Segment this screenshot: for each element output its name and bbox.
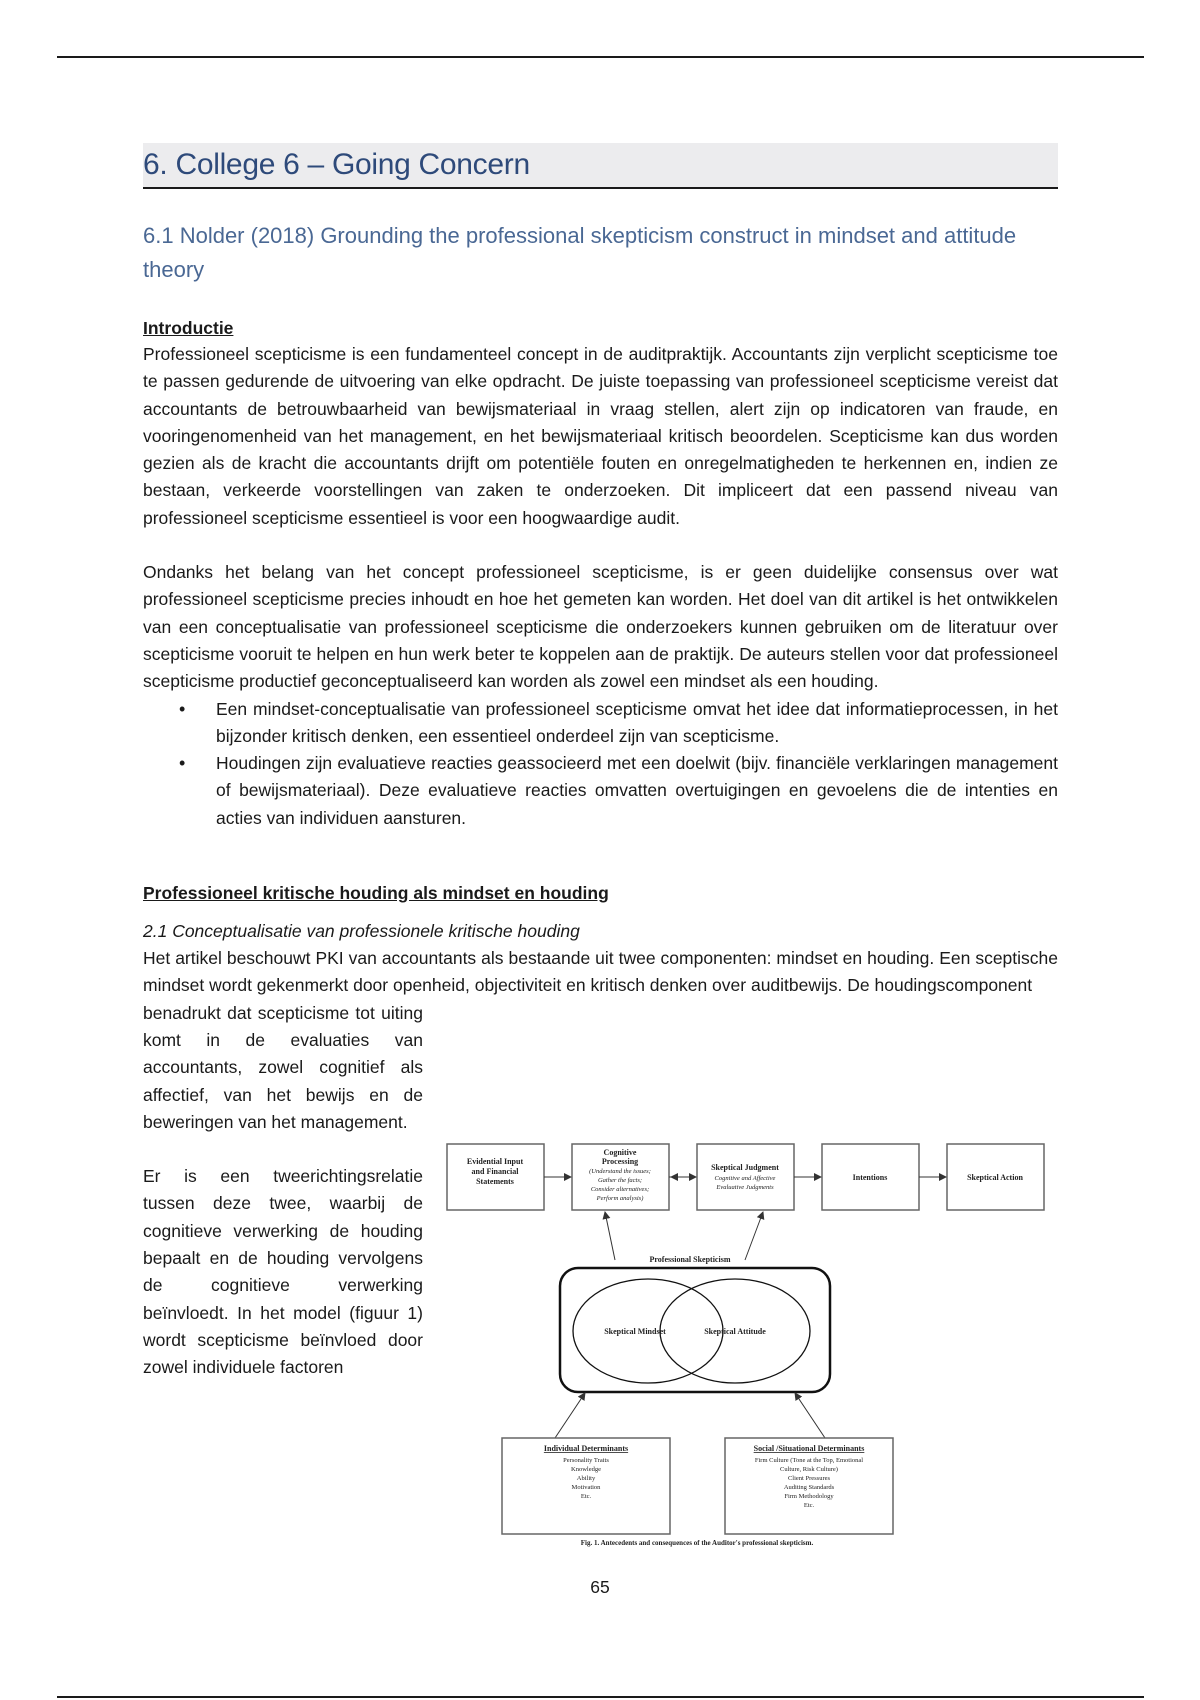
box2-line4: Gather the facts; — [597, 1177, 643, 1184]
left-text-column — [143, 1000, 423, 1382]
box1-line2: and Financial — [471, 1167, 519, 1176]
social-item: Firm Culture (Tone at the Top, Emotional — [754, 1457, 864, 1464]
box3-line3: Evaluative Judgments — [716, 1184, 774, 1191]
individual-item: Personality Traits — [563, 1457, 609, 1464]
section2-paragraph-1 — [143, 945, 1058, 1000]
section2-title: Professioneel kritische houding als mindset en houding — [143, 883, 609, 904]
social-item: Firm Methodology — [784, 1493, 834, 1500]
social-item: Etc. — [803, 1502, 815, 1509]
intro-paragraph-1: Professioneel scepticisme is een fundamenteel concept in de auditpraktijk. Accountants zijn verplicht scepticisme toe te passen gedurende de uitvoering van elke opdracht. De juiste toepassing van professioneel scepticisme vereist dat accountants de betrouwbaarheid van bewijsmateriaal in vraag stellen, alert zijn op indicatoren van fraude, en vooringenomenheid van het management, en het bewijsmateriaal kritisch beoordelen. Scepticisme kan dus worden gezien als de kracht die accountants drijft om potentiële fouten en onregelmatigheden te herkennen en, indien ze bestaan, verkeerde voorstellingen van zaken te onderzoeken. Dit impliceert dat een passend niveau van professioneel scepticisme essentieel is voor een hoogwaardige audit. — [143, 344, 1058, 528]
box2-line3: (Understand the issues; — [589, 1168, 651, 1175]
arrow-center-cognitive — [605, 1212, 615, 1260]
box3-line1: Skeptical Judgment — [711, 1163, 779, 1172]
box2-line1: Cognitive — [603, 1148, 637, 1157]
mindset-label: Skeptical Mindset — [604, 1327, 666, 1336]
box1-line3: Statements — [476, 1177, 514, 1186]
individual-item: Knowledge — [571, 1466, 601, 1473]
figure-1 — [445, 1140, 1060, 1550]
social-item: Client Pressures — [787, 1475, 831, 1482]
intro-bullet-list — [143, 696, 1058, 832]
individual-item: Motivation — [571, 1484, 601, 1491]
box2-line2: Processing — [601, 1157, 639, 1166]
section-heading: 6.1 Nolder (2018) Grounding the professional skepticism construct in mindset and attitude theory — [143, 223, 1017, 282]
section2-paragraph-3: Er is een tweerichtingsrelatie tussen deze twee, waarbij de cognitieve verwerking de houding bepaalt en de houding vervolgens de cognitieve verwerking beïnvloedt. In het model (figuur 1) wordt scepticisme beïnvloed door zowel individuele factoren — [143, 1166, 423, 1378]
center-label: Professional Skepticism — [649, 1255, 731, 1264]
chapter-heading: 6. College 6 – Going Concern — [143, 148, 530, 181]
individual-item: Etc. — [580, 1493, 592, 1500]
social-item: Culture, Risk Culture) — [780, 1466, 838, 1473]
individual-item: Ability — [576, 1475, 596, 1482]
list-item: • Houdingen zijn evaluatieve reacties geassocieerd met een doelwit (bijv. financiële verklaringen management of bewijsmateriaal). Deze evaluatieve reacties omvatten overtuigingen en gevoelens die de intenties en acties van individuen aansturen. — [216, 750, 1058, 832]
section2-paragraph-2: benadrukt dat scepticisme tot uiting komt in de evaluaties van accountants, zowel cognitief als affectief, van het bewijs en de beweringen van het management. — [143, 1002, 423, 1132]
page-number: 65 — [590, 1577, 610, 1597]
figure-caption: Fig. 1. Antecedents and consequences of the Auditor's professional skepticism. — [580, 1539, 814, 1547]
attitude-label: Skeptical Attitude — [704, 1327, 766, 1336]
arrow-social-center — [795, 1393, 825, 1438]
section2-subtitle: 2.1 Conceptualisatie van professionele kritische houding — [143, 921, 580, 942]
header-rule — [57, 56, 1144, 58]
footer-rule — [57, 1696, 1144, 1698]
individual-title: Individual Determinants — [543, 1444, 629, 1453]
social-title: Social /Situational Determinants — [753, 1444, 865, 1453]
box1-line1: Evidential Input — [466, 1157, 524, 1166]
heading1-box — [143, 143, 1058, 189]
box2-line5: Consider alternatives; — [590, 1186, 650, 1193]
box2-line6: Perform analysis) — [596, 1195, 644, 1202]
social-item: Auditing Standards — [783, 1484, 835, 1491]
arrow-individual-center — [555, 1393, 585, 1438]
box4-label: Intentions — [852, 1173, 888, 1182]
box5-label: Skeptical Action — [967, 1173, 1023, 1182]
figure-diagram — [445, 1140, 1060, 1550]
box3-line2: Cognitive and Affective — [714, 1175, 776, 1182]
section2-p1-text: Het artikel beschouwt PKI van accountants als bestaande uit twee componenten: mindset en houding. Een sceptische mindset wordt gekenmerkt door openheid, objectiviteit en kritisch denken over auditbewijs. De houdingscomponent — [143, 948, 1058, 996]
arrow-center-judgment — [745, 1212, 763, 1260]
intro-paragraph-2: Ondanks het belang van het concept professioneel scepticisme, is er geen duidelijke consensus over wat professioneel scepticisme precies inhoudt en hoe het gemeten kan worden. Het doel van dit artikel is het ontwikkelen van een conceptualisatie van professioneel scepticisme die onderzoekers kunnen gebruiken om de literatuur over scepticisme vooruit te helpen en hun werk beter te koppelen aan de praktijk. De auteurs stellen voor dat professioneel scepticisme productief geconceptualiseerd kan worden als zowel een mindset als een houding. — [143, 562, 1058, 692]
intro-title: Introductie — [143, 318, 234, 338]
list-item: • Een mindset-conceptualisatie van professioneel scepticisme omvat het idee dat informatieprocessen, in het bijzonder kritisch denken, een essentieel onderdeel zijn van scepticisme. — [216, 696, 1058, 751]
